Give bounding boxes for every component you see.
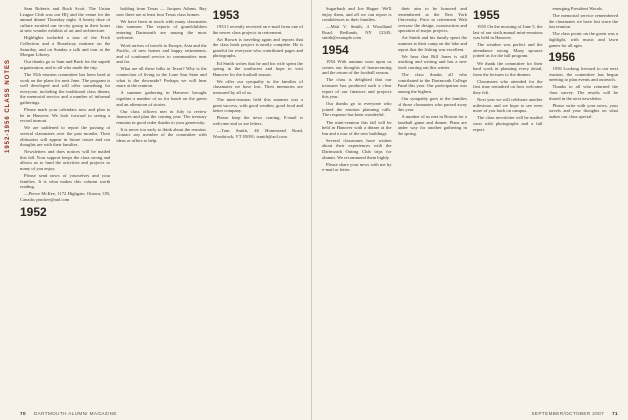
page-number: 70 — [20, 411, 26, 416]
column-1 — [20, 6, 110, 404]
paragraph: Our sympathy goes to the families of those classmates who passed away this year. — [397, 95, 467, 113]
signature-line: —Tom Smith, 46 Homestead Road, Woodstock, VT 05091; tsmith@aol.com — [212, 128, 303, 139]
paragraph: Please send news of yourselves and your families. It is what makes this column worth reading. — [20, 173, 111, 190]
paragraph: 1954 With autumn soon upon us comes our thoughts of homecoming and the return of the football season. — [322, 59, 392, 76]
paragraph: The mini-reunion held this summer was a great success, with good weather, good food and better company. — [212, 97, 303, 114]
paragraph: A summer gathering in Hanover brought together a number of us for lunch on the green and an afternoon of stories. — [116, 90, 207, 107]
paragraph: Our thanks go to Sam and Buck for the superb organization, and to all who made the trip. — [20, 59, 111, 70]
paragraph: Several classmates have written about their experiences with the Dartmouth Outing Club trips for alumni. We recommend them highly. — [322, 137, 392, 160]
paragraph: Word arrives of travels to Europe, Asia and the Pacific, of new homes and happy retirements, and of continued service to communities near and far. — [116, 42, 207, 65]
paragraph: emerging President Woods. — [552, 6, 603, 11]
paragraph: We have been in touch with many classmates this summer. The reports of grandchildren entering Dartmouth are among the most welcome. — [116, 18, 207, 41]
paragraph: We thank the committee for their hard work in planning every detail, from the lectures to the dinners. — [473, 60, 543, 77]
paragraph: Please keep the news coming. E-mail is welcome and so are letters. — [212, 115, 303, 126]
paragraph: Classmates who attended for the first time remarked on how welcome they felt. — [473, 78, 543, 96]
paragraph: It is never too early to think about the reunion. Contact any member of the committee with ideas or offers to help. — [116, 126, 207, 144]
paragraph: What are all these folks in Texas? Why is the connection of living in the Lone Star State and what is the downside? Perhaps we will hear more at the reunion. — [116, 66, 207, 89]
column-2 — [116, 6, 206, 404]
page-number: 71 — [612, 411, 618, 416]
paragraph: The class newsletter will be mailed soon with photographs and a full report. — [473, 115, 543, 132]
left-columns — [20, 6, 303, 404]
paragraph: Sugarbush and Joe Hague. We'll enjoy them, and all we can report is condolences to their families. — [322, 6, 392, 23]
paragraph: Thanks to all who returned the class survey. The results will be shared in the next newsletter. — [548, 84, 618, 101]
paragraph: A number of us met in Boston for a baseball game and dinner. Plans are under way for another gathering in the spring. — [397, 114, 467, 136]
column-5 — [398, 6, 468, 404]
paragraph: Highlights included a tour of the Frick Collection and a Broadway matinee on the Saturday, and on Sunday a talk and tour at the Morgan Library. — [20, 35, 111, 58]
signature-line: —Pierce McKee, 1172 Highgate, Ottawa, ON, Canada; pmckee@aol.com — [20, 191, 111, 202]
paragraph: Sam Roberts and Buck Scott. The Union League Club was our HQ and the venue for the annual dinner Thursday night. A hearty dose of culture awaited our in-city group in their hours at new wonder exhibits of art and architecture. — [20, 6, 111, 34]
paragraph: We hear that Bill Jones is still teaching and writing and has a new book coming out this winter. — [397, 53, 467, 70]
paragraph: The mini-reunion this fall will be held in Hanover with a dinner at the Inn and a tour of the new buildings. — [322, 119, 392, 136]
paragraph: Newsletters and dues notices will be mailed this fall. Your support keeps the class strong and allows us to fund the activities and projects so many of you enjoy. — [20, 149, 111, 172]
paragraph: Please write with your news, your travels and your thoughts on what makes our class special. — [548, 102, 618, 119]
section-tab — [2, 6, 14, 206]
paragraph: Please mark your calendars now and plan to be in Hanover. We look forward to seeing a record turnout. — [20, 107, 111, 124]
paragraph: The 55th reunion committee has been hard at work on the plans for next June. The program is well developed and will offer something for everyone, including the traditional class dinner, the memorial service and a number of informal gatherings. — [20, 72, 111, 105]
paragraph: The class is delighted that our treasurer has produced such a clear report of our finances and projects this year. — [322, 77, 392, 100]
right-page — [312, 0, 628, 420]
column-6 — [473, 6, 543, 404]
paragraph: Our thanks go to everyone who joined the reunion planning calls. The response has been wonderful. — [322, 101, 392, 118]
left-page — [0, 0, 312, 420]
paragraph: Art Brown is traveling again and reports that the class book project is nearly complete. He is grateful for everyone who contributed pages and photographs. — [212, 36, 303, 59]
column-7 — [549, 6, 619, 404]
year-heading-1954: 1954 — [322, 43, 349, 58]
column-4 — [322, 6, 392, 404]
paragraph: Please share your news with me by e-mail or letter. — [322, 161, 392, 173]
signature-line: —Matt V. Smith, 4 Woodland Road, Redlands, NY 12345; smith@example.com — [322, 24, 392, 41]
magazine-name: DARTMOUTH ALUMNI MAGAZINE — [33, 411, 117, 416]
paragraph: The weather was perfect and the attendance strong. Many spouses joined us for the full program. — [473, 42, 543, 59]
paragraph: The class picnic on the green was a highlight, with music and lawn games for all ages. — [548, 31, 618, 48]
right-columns — [322, 6, 618, 404]
paragraph: 1953 I recently received an e-mail from one of the newer class projects in retirement. — [212, 24, 303, 35]
paragraph: 1955 On the morning of June 5, the last of our sixth annual mini-reunions was held in Hanover. — [473, 24, 543, 41]
paragraph: We offer our sympathy to the families of classmates we have lost. Their memories are treasured by all of us. — [212, 78, 303, 96]
year-heading-1952: 1952 — [20, 204, 47, 219]
paragraph: We are saddened to report the passing of several classmates over the past months. Their obituaries will appear in future issues and our thoughts are with their families. — [20, 125, 111, 148]
paragraph: Our class officers met in July to review finances and plan the coming year. The treasury remains in good order thanks to your generosity. — [116, 108, 207, 125]
section-tab-label: 1952-1956 CLASS NOTES — [5, 58, 11, 154]
issue-date: SEPTEMBER/OCTOBER 2007 — [531, 411, 605, 416]
paragraph: The class thanks all who contributed to the Dartmouth College Fund this year. Our participation was among the highest. — [397, 72, 467, 94]
column-3 — [213, 6, 303, 404]
year-heading-1955: 1955 — [473, 8, 500, 22]
paragraph: 1956 Looking forward to our next reunion, the committee has begun meeting to plan events and outreach. — [548, 66, 618, 83]
year-heading-1953: 1953 — [212, 8, 240, 22]
year-heading-1956: 1956 — [548, 50, 576, 65]
footer — [20, 411, 117, 416]
paragraph: holding from Texas — Jacques Adams. Bay now there are at least four Texas class homes. — [116, 6, 207, 17]
paragraph: Ed Smith writes that he and his wife spent the spring in the southwest and hope to visit Hanover for the football season. — [212, 60, 303, 77]
paragraph: The memorial service remembered the classmates we have lost since the last reunion. — [548, 13, 618, 30]
footer — [532, 411, 618, 416]
paragraph: their aim to be honored and remembered at the New York University. Prior to retirement Walt oversaw the design, construction and operation of major projects. — [397, 6, 467, 34]
paragraph: Next year we will celebrate another milestone, and we hope to see even more of you back on campus. — [473, 97, 543, 114]
paragraph: Art Smith and his family spent the summer at their camp on the lake and report that the fishing was excellent. — [397, 35, 467, 52]
